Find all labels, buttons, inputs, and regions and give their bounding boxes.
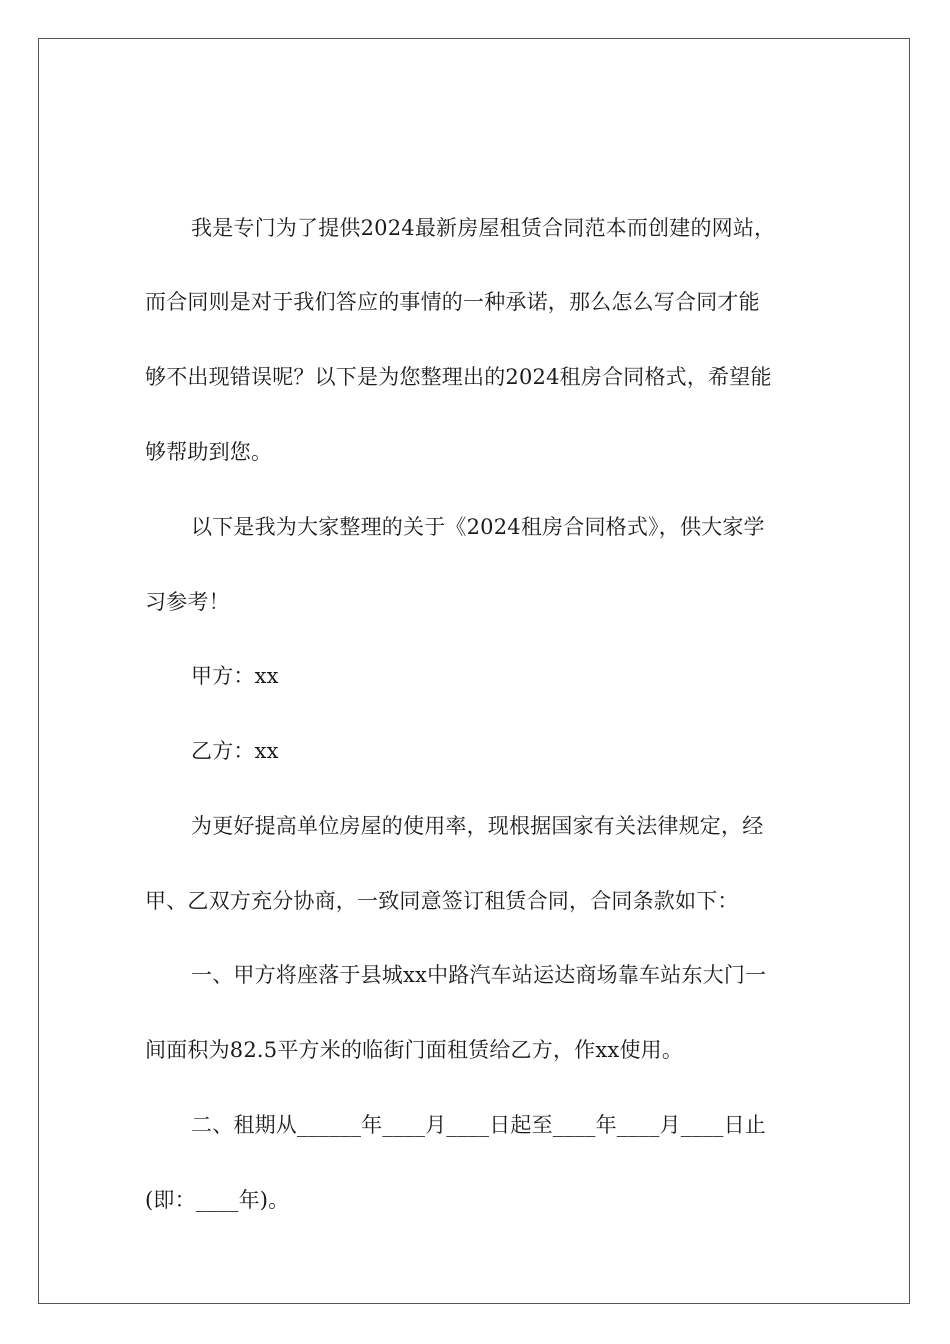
- paragraph-reference-line-2: 习参考！: [145, 590, 230, 614]
- paragraph-preamble-line-1: 为更好提高单位房屋的使用率，现根据国家有关法律规定，经: [191, 814, 764, 838]
- paragraph-intro-line-4: 够帮助到您。: [145, 440, 273, 464]
- paragraph-reference-line-1: 以下是我为大家整理的关于《2024租房合同格式》，供大家学: [191, 515, 765, 539]
- clause-2-line-1: 二、租期从______年____月____日起至____年____月____日止: [191, 1113, 766, 1137]
- party-b: 乙方：xx: [191, 739, 279, 763]
- clause-2-line-2: (即：____年)。: [145, 1188, 290, 1212]
- page-frame: [38, 38, 910, 1304]
- paragraph-preamble-line-2: 甲、乙双方充分协商，一致同意签订租赁合同，合同条款如下：: [145, 889, 739, 913]
- paragraph-intro-line-1: 我是专门为了提供2024最新房屋租赁合同范本而创建的网站，: [191, 216, 776, 240]
- clause-1-line-2: 间面积为82.5平方米的临街门面租赁给乙方，作xx使用。: [145, 1038, 684, 1062]
- paragraph-intro-line-3: 够不出现错误呢？以下是为您整理出的2024租房合同格式，希望能: [145, 365, 772, 389]
- clause-1-line-1: 一、甲方将座落于县城xx中路汽车站运达商场靠车站东大门一: [191, 963, 767, 987]
- party-a: 甲方：xx: [191, 664, 279, 688]
- paragraph-intro-line-2: 而合同则是对于我们答应的事情的一种承诺，那么怎么写合同才能: [145, 290, 760, 314]
